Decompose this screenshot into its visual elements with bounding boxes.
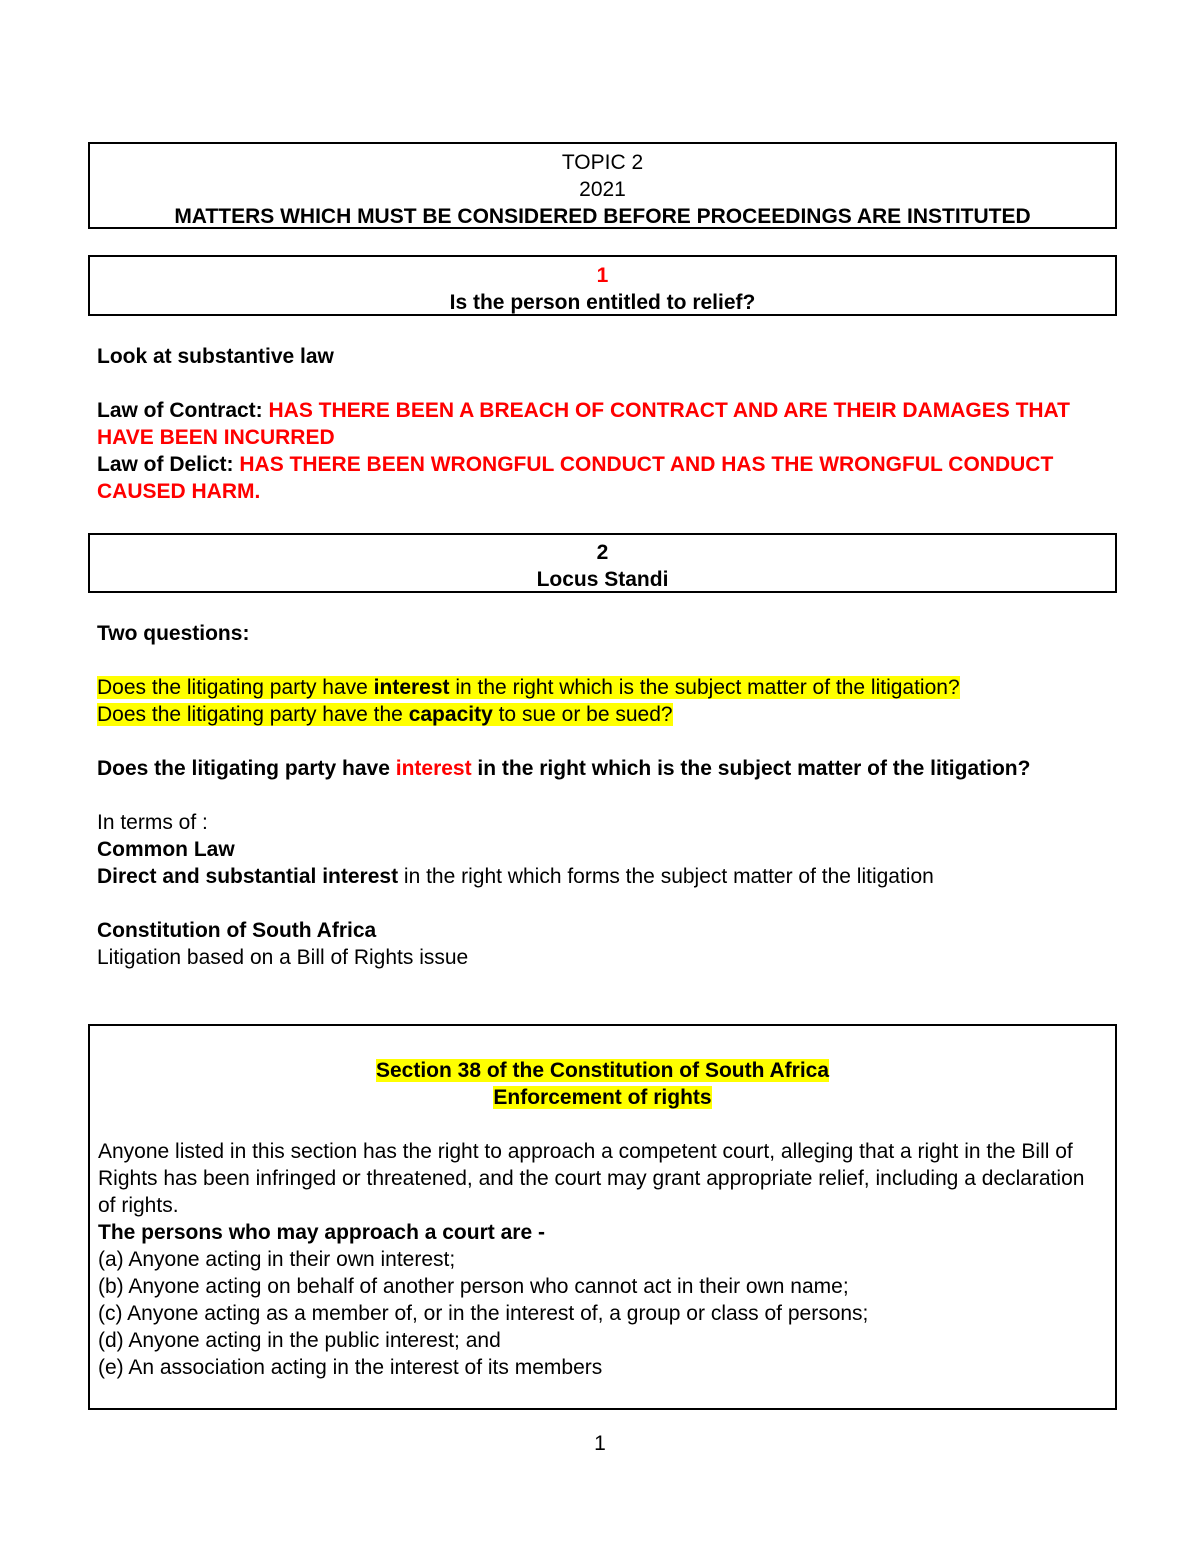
topic-title: MATTERS WHICH MUST BE CONSIDERED BEFORE PROCEEDINGS ARE INSTITUTED xyxy=(174,205,1031,228)
topic-year: 2021 xyxy=(579,178,626,201)
law-of-delict-label: Law of Delict: xyxy=(97,453,240,476)
question-1 xyxy=(97,674,1107,701)
list-item-c: (c) Anyone acting as a member of, or in the interest of, a group or class of persons; xyxy=(98,1302,869,1325)
persons-heading: The persons who may approach a court are - xyxy=(98,1221,545,1244)
interest-heading-post: in the right which is the subject matter of the litigation? xyxy=(471,757,1031,780)
section-38-title: Section 38 of the Constitution of South Africa xyxy=(375,1059,830,1082)
section-1-box xyxy=(88,255,1117,316)
section-38-box xyxy=(88,1024,1117,1410)
direct-interest-label: Direct and substantial interest xyxy=(97,865,399,888)
section-1-content xyxy=(97,343,1107,505)
page-number: 1 xyxy=(594,1432,606,1455)
common-law-heading: Common Law xyxy=(97,838,235,861)
section-1-title: Is the person entitled to relief? xyxy=(449,291,756,314)
question-2-pre: Does the litigating party have the xyxy=(97,703,409,726)
question-2-post: to sue or be sued? xyxy=(492,703,673,726)
two-questions-heading: Two questions: xyxy=(97,622,250,645)
section-2-content xyxy=(97,620,1107,971)
law-of-delict-text: HAS THERE BEEN WRONGFUL CONDUCT AND HAS THE WRONGFUL CONDUCT CAUSED HARM. xyxy=(97,453,1054,503)
question-1-post: in the right which is the subject matter of the litigation? xyxy=(449,676,960,699)
list-item-a: (a) Anyone acting in their own interest; xyxy=(98,1248,456,1271)
question-1-pre: Does the litigating party have xyxy=(97,676,374,699)
question-2-keyword: capacity xyxy=(408,703,493,726)
section-2-title: Locus Standi xyxy=(536,568,669,591)
direct-interest-text: in the right which forms the subject matter of the litigation xyxy=(398,865,934,888)
law-of-delict-paragraph xyxy=(97,451,1107,505)
direct-interest-paragraph xyxy=(97,863,1107,890)
interest-heading xyxy=(97,755,1107,782)
interest-heading-keyword: interest xyxy=(395,757,472,780)
question-2 xyxy=(97,701,1107,728)
substantive-law-intro: Look at substantive law xyxy=(97,345,334,368)
section-38-subtitle: Enforcement of rights xyxy=(493,1086,712,1109)
law-of-contract-text: HAS THERE BEEN A BREACH OF CONTRACT AND ARE THEIR DAMAGES THAT HAVE BEEN INCURRED xyxy=(97,399,1070,449)
section-2-number: 2 xyxy=(596,541,609,564)
section-2-box xyxy=(88,533,1117,593)
list-item-b: (b) Anyone acting on behalf of another person who cannot act in their own name; xyxy=(98,1275,849,1298)
topic-label: TOPIC 2 xyxy=(561,151,644,174)
constitution-heading: Constitution of South Africa xyxy=(97,919,377,942)
law-of-contract-label: Law of Contract: xyxy=(97,399,269,422)
section-38-body: Anyone listed in this section has the right to approach a competent court, alleging that a right in the Bill of Rights has been infringed or threatened, and the court may grant appropriate relief, including a declaration of rights. xyxy=(98,1140,1085,1217)
interest-heading-pre: Does the litigating party have xyxy=(97,757,396,780)
bill-of-rights-text: Litigation based on a Bill of Rights issue xyxy=(97,946,469,969)
list-item-e: (e) An association acting in the interest of its members xyxy=(98,1356,603,1379)
law-of-contract-paragraph xyxy=(97,397,1107,451)
topic-header-box xyxy=(88,142,1117,229)
list-item-d: (d) Anyone acting in the public interest; and xyxy=(98,1329,501,1352)
section-1-number: 1 xyxy=(596,264,609,287)
question-1-keyword: interest xyxy=(373,676,450,699)
in-terms-of: In terms of : xyxy=(97,811,208,834)
